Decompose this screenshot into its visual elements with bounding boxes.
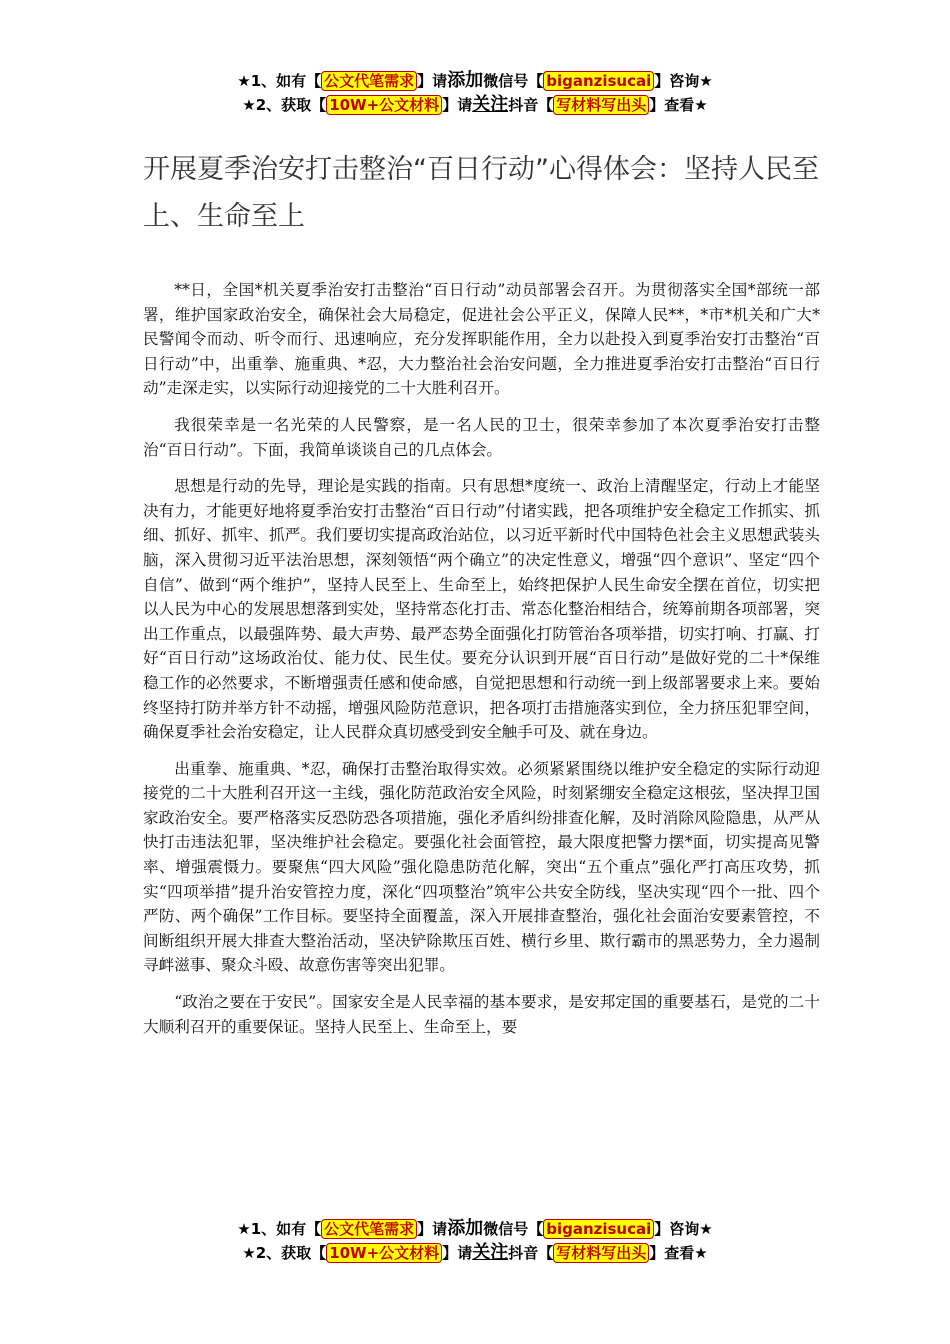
promo-emphasis-follow: 关注	[472, 1242, 509, 1263]
promo-highlight-materials: 10W+公文材料	[326, 95, 442, 115]
document-body	[143, 278, 820, 1051]
promo-highlight-service: 公文代笔需求	[321, 1219, 417, 1239]
promo-emphasis-follow: 关注	[472, 94, 509, 115]
paragraph: 我很荣幸是一名光荣的人民警察，是一名人民的卫士，很荣幸参加了本次夏季治安打击整治“百日行动”。下面，我简单谈谈自己的几点体会。	[143, 415, 820, 459]
promo-emphasis-add: 添加	[447, 1218, 484, 1239]
promo-emphasis-add: 添加	[447, 70, 484, 91]
promo-highlight-materials: 10W+公文材料	[326, 1243, 442, 1263]
promo-highlight-douyin-account: 写材料写出头	[553, 95, 649, 115]
paragraph: 出重拳、施重典、*忍，确保打击整治取得实效。必须紧紧围绕以维护安全稳定的实际行动迎接党的二十大胜利召开这一主线，强化防范政治安全风险，时刻紧绷安全稳定这根弦，坚决捍卫国家政治安全。要严格落实反恐防恐各项措施，强化矛盾纠纷排查化解，及时消除风险隐患，从严从快打击违法犯罪，坚决维护社会稳定。要强化社会面管控，最大限度把警力摆*面，切实提高见警率、增强震慑力。要聚焦“四大风险”强化隐患防范化解，突出“五个重点”强化严打高压攻势，抓实“四项举措”提升治安管控力度，深化“四项整治”筑牢公共安全防线，坚决实现“四个一批、四个严防、两个确保”工作目标。要坚持全面覆盖，深入开展排查整治，强化社会面治安要素管控，不间断组织开展大排查大整治活动，坚决铲除欺压百姓、横行乡里、欺行霸市的黑恶势力，全力遏制寻衅滋事、聚众斗殴、故意伤害等突出犯罪。	[143, 759, 820, 975]
promo-line-2: ★2、获取【 10W+公文材料 】请关注抖音【 写材料写出头 】查看★	[242, 1242, 708, 1263]
promo-line-1: ★1、如有【 公文代笔需求 】请添加微信号【 biganzisucai 】咨询★	[237, 1218, 713, 1239]
promo-highlight-wechat-id: biganzisucai	[543, 1219, 654, 1239]
promo-line-2: ★2、获取【 10W+公文材料 】请关注抖音【 写材料写出头 】查看★	[242, 94, 708, 115]
paragraph: “政治之要在于安民”。国家安全是人民幸福的基本要求，是安邦定国的重要基石，是党的二十大顺利召开的重要保证。坚持人民至上、生命至上，要	[143, 993, 820, 1036]
paragraph: 思想是行动的先导，理论是实践的指南。只有思想*度统一、政治上清醒坚定，行动上才能坚决有力，才能更好地将夏季治安打击整治“百日行动”付诸实践，把各项维护安全稳定工作抓实、抓细、抓好、抓牢、抓严。我们要切实提高政治站位，以习近平新时代中国特色社会主义思想武装头脑，深入贯彻习近平法治思想，深刻领悟“两个确立”的决定性意义，增强“四个意识”、坚定“四个自信”、做到“两个维护”，坚持人民至上、生命至上，始终把保护人民生命安全摆在首位，切实把以人民为中心的发展思想落到实处，坚持常态化打击、常态化整治相结合，统筹前期各项部署，突出工作重点，以最强阵势、最大声势、最严态势全面强化打防管治各项举措，切实打响、打赢、打好“百日行动”这场政治仗、能力仗、民生仗。要充分认识到开展“百日行动”是做好党的二十*保维稳工作的必然要求，不断增强责任感和使命感，自觉把思想和行动统一到上级部署要求上来。要始终坚持打防并举方针不动摇，增强风险防范意识，把各项打击措施落实到位，全力挤压犯罪空间，确保夏季社会治安稳定，让人民群众真切感受到安全触手可及、就在身边。	[143, 477, 820, 742]
bottom-promo-banner	[0, 1217, 950, 1265]
top-promo-banner	[0, 69, 950, 117]
promo-highlight-service: 公文代笔需求	[321, 71, 417, 91]
paragraph: **日，全国*机关夏季治安打击整治“百日行动”动员部署会召开。为贯彻落实全国*部统一部署，维护国家政治安全，确保社会大局稳定，促进社会公平正义，保障人民**，*市*机关和广大*民警闻令而动、听令而行、迅速响应，充分发挥职能作用，全力以赴投入到夏季治安打击整治“百日行动”中，出重拳、施重典、*忍，大力整治社会治安问题，全力推进夏季治安打击整治“百日行动”走深走实，以实际行动迎接党的二十大胜利召开。	[143, 281, 820, 398]
promo-highlight-wechat-id: biganzisucai	[543, 71, 654, 91]
promo-highlight-douyin-account: 写材料写出头	[553, 1243, 649, 1263]
promo-line-1: ★1、如有【 公文代笔需求 】请添加微信号【 biganzisucai 】咨询★	[237, 70, 713, 91]
document-title: 开展夏季治安打击整治“百日行动”心得体会：坚持人民至上、生命至上	[143, 154, 819, 232]
